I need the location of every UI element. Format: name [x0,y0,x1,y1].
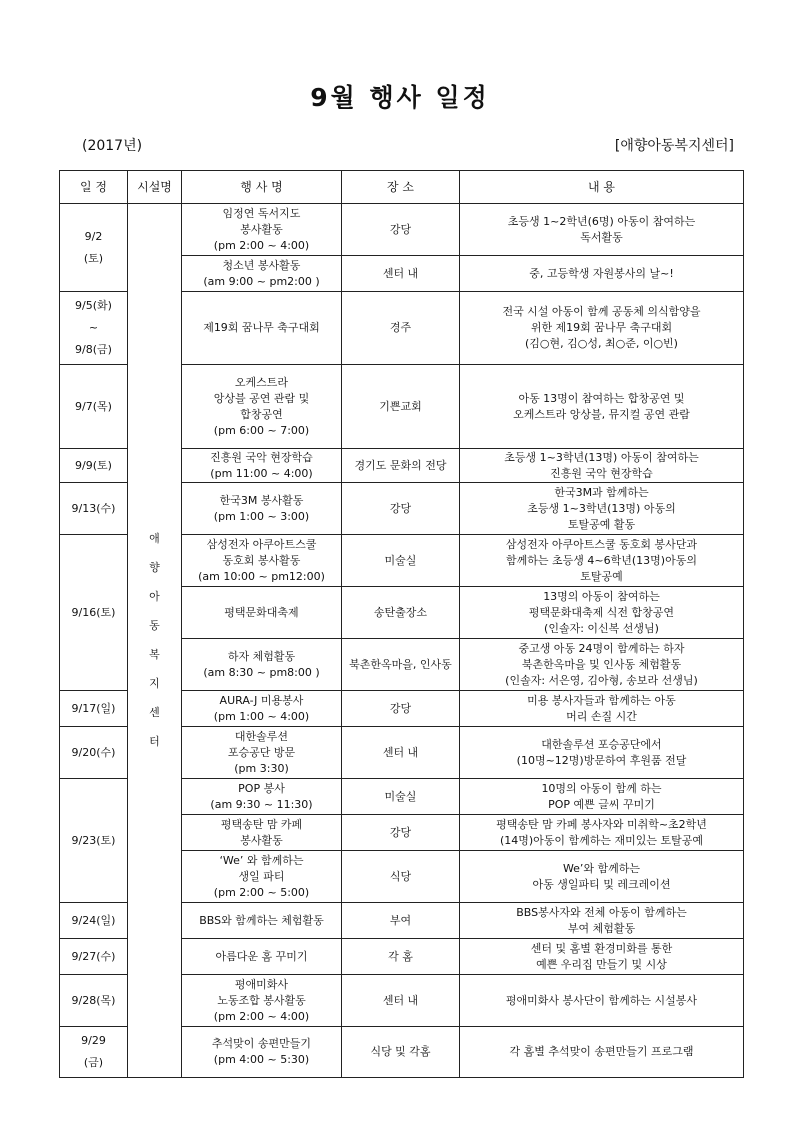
date-cell [60,779,128,903]
event-name-text: BBS와 함께하는 체험활동 [199,913,324,927]
facility-char: 센 [149,706,160,719]
content-cell [460,779,744,815]
date-cell [60,1027,128,1078]
date-text: (토) [83,251,104,265]
content-cell [460,727,744,779]
event-name-text: 평택문화대축제 [224,605,299,619]
event-name-cell [182,939,342,975]
content-text: 한국3M과 함께하는 [554,485,649,499]
event-name-cell [182,779,342,815]
place-cell: 강당 [342,483,460,535]
event-name-cell [182,483,342,535]
content-text: 부여 체험활동 [567,921,636,935]
content-cell [460,535,744,587]
content-cell [460,815,744,851]
content-text: 대한솔루션 포승공단에서 [541,737,662,751]
event-name-text: 오케스트라 [234,375,289,389]
event-name-text: (pm 2:00 ~ 5:00) [213,885,310,899]
date-text: 9/17(일) [71,701,116,715]
event-name-cell [182,903,342,939]
event-name-cell [182,587,342,639]
column-header-facility: 시설명 [128,171,182,204]
column-header-event-name: 행 사 명 [182,171,342,204]
year-label: (2017년) [82,138,143,154]
organization-label: [애향아동복지센터] [614,138,734,154]
event-name-text: 한국3M 봉사활동 [219,493,304,507]
event-name-text: (am 8:30 ~ pm8:00 ) [203,665,320,679]
content-cell [460,939,744,975]
event-name-text: 임정연 독서지도 [222,206,301,220]
content-cell [460,204,744,256]
event-name-text: 진흥원 국악 현장학습 [210,450,313,464]
event-name-text: 봉사활동 [240,222,283,236]
schedule-body [60,204,744,1078]
place-cell: 경기도 문화의 전당 [342,449,460,483]
place-cell: 강당 [342,204,460,256]
place-cell: 식당 및 각홈 [342,1027,460,1078]
event-name-text: (pm 2:00 ~ 4:00) [213,1009,310,1023]
event-name-text: AURA-J 미용봉사 [219,693,304,707]
content-text: 아동 13명이 참여하는 합창공연 및 [518,391,685,405]
content-text: 중, 고등학생 자원봉사의 날~! [529,266,674,280]
content-cell [460,292,744,365]
event-name-text: 청소년 봉사활동 [222,258,301,272]
content-text: 초등생 1~2학년(6명) 아동이 참여하는 [507,214,696,228]
facility-cell [128,204,182,1078]
place-cell: 경주 [342,292,460,365]
place-cell: 미술실 [342,779,460,815]
facility-char: 향 [149,561,160,574]
event-name-text: 평애미화사 [234,977,289,991]
date-cell [60,903,128,939]
content-text: 각 홈별 추석맞이 송편만들기 프로그램 [509,1045,694,1058]
date-text: 9/23(토) [71,833,116,847]
event-name-cell [182,727,342,779]
content-text: (인솔자: 서은영, 김아형, 송보라 선생님) [505,673,698,687]
event-name-text: (am 9:00 ~ pm2:00 ) [203,274,320,288]
content-text: (인솔자: 이신복 선생님) [544,621,659,635]
content-text: 함께하는 초등생 4~6학년(13명)아동의 [506,553,697,567]
content-text: BBS봉사자와 전체 아동이 함께하는 [516,905,687,919]
event-name-text: 생일 파티 [238,869,285,883]
facility-char: 터 [149,735,160,748]
event-name-text: 포승공단 방문 [227,745,296,759]
facility-char: 동 [149,619,160,632]
event-name-cell [182,292,342,365]
event-name-text: 노동조합 봉사활동 [217,993,306,1007]
place-cell: 강당 [342,815,460,851]
place-cell: 미술실 [342,535,460,587]
event-name-cell [182,691,342,727]
column-header-place: 장 소 [342,171,460,204]
date-text: 9/28(목) [71,993,116,1007]
date-text: 9/20(수) [71,745,116,759]
date-text: ~ [88,321,99,334]
content-text: We’와 함께하는 [562,861,641,875]
event-name-text: (pm 3:30) [234,761,289,775]
date-cell [60,292,128,365]
content-text: 위한 제19회 꿈나무 축구대회 [530,321,673,334]
facility-char: 복 [149,648,160,661]
facility-char: 지 [149,677,160,690]
place-cell: 센터 내 [342,727,460,779]
event-name-cell [182,639,342,691]
event-name-text: (pm 6:00 ~ 7:00) [213,423,310,437]
place-cell: 강당 [342,691,460,727]
date-cell [60,939,128,975]
content-cell [460,975,744,1027]
date-text: 9/8(금) [75,343,112,356]
date-text: (금) [83,1056,104,1069]
content-text: (14명)아동이 함께하는 재미있는 토탈공예 [499,833,704,847]
event-name-cell [182,815,342,851]
event-name-cell [182,365,342,449]
content-text: 중고생 아동 24명이 함께하는 하자 [518,641,685,655]
content-text: 오케스트라 앙상블, 뮤지컬 공연 관람 [513,407,690,421]
event-schedule-table [59,170,744,1078]
content-text: 초등생 1~3학년(13명) 아동이 참여하는 [504,450,699,464]
event-name-text: 합창공연 [240,407,283,421]
content-text: 머리 손질 시간 [566,709,637,723]
place-cell: 센터 내 [342,975,460,1027]
content-text: 초등생 1~3학년(13명) 아동의 [527,501,676,515]
date-cell [60,365,128,449]
content-cell [460,851,744,903]
event-name-text: 평택송탄 맘 카페 [220,817,303,831]
content-text: 삼성전자 아쿠아트스쿨 동호회 봉사단과 [505,537,698,551]
event-name-cell [182,851,342,903]
content-text: (김○현, 김○성, 최○준, 이○빈) [525,337,678,350]
event-name-text: (pm 1:00 ~ 3:00) [213,509,310,523]
content-cell [460,483,744,535]
content-cell [460,587,744,639]
facility-char: 아 [149,590,160,603]
event-name-text: 앙상블 공연 관람 및 [213,391,310,405]
event-name-text: ‘We’ 와 함께하는 [219,853,304,867]
content-cell [460,365,744,449]
content-cell [460,903,744,939]
date-cell [60,535,128,691]
event-name-text: 아름다운 홈 꾸미기 [215,949,308,963]
date-cell [60,727,128,779]
date-text: 9/2 [84,229,103,243]
date-cell [60,204,128,292]
content-text: 전국 시설 아동이 함께 공동체 의식함양을 [502,305,701,318]
event-name-text: 삼성전자 아쿠아트스쿨 [206,537,317,551]
date-text: 9/13(수) [71,501,116,515]
content-text: 센터 및 홈별 환경미화를 통한 [530,941,673,955]
date-text: 9/16(토) [71,605,116,619]
date-cell [60,483,128,535]
place-cell: 센터 내 [342,256,460,292]
date-text: 9/24(일) [71,913,116,927]
place-cell: 식당 [342,851,460,903]
date-text: 9/27(수) [71,949,116,963]
content-text: 10명의 아동이 함께 하는 [541,781,662,795]
content-cell [460,639,744,691]
date-cell [60,449,128,483]
event-name-cell [182,449,342,483]
content-cell [460,1027,744,1078]
content-text: 평택송탄 맘 카페 봉사자와 미취학~초2학년 [496,817,707,831]
column-header-date: 일 정 [60,171,128,204]
event-name-text: 추석맞이 송편만들기 [211,1037,312,1050]
date-text: 9/7(목) [75,399,112,413]
content-text: 예쁜 우리집 만들기 및 시상 [536,957,667,971]
event-name-text: (pm 2:00 ~ 4:00) [213,238,310,252]
event-name-text: (am 10:00 ~ pm12:00) [198,569,325,583]
event-name-text: (pm 4:00 ~ 5:30) [213,1053,310,1066]
content-text: 13명의 아동이 참여하는 [543,589,660,603]
event-name-cell [182,1027,342,1078]
content-text: 평애미화사 봉사단이 함께하는 시설봉사 [505,993,698,1007]
event-name-text: 대한솔루션 [234,729,289,743]
header-row [60,171,744,204]
content-text: 아동 생일파티 및 레크레이션 [532,877,671,891]
date-cell [60,975,128,1027]
event-name-text: 제19회 꿈나무 축구대회 [203,321,320,334]
event-name-text: POP 봉사 [238,781,285,795]
event-name-cell [182,256,342,292]
event-name-cell [182,204,342,256]
content-text: 북촌한옥마을 및 인사동 체험활동 [521,657,682,671]
place-cell: 부여 [342,903,460,939]
date-text: 9/9(토) [75,458,112,472]
date-cell [60,691,128,727]
page-title: 9월 행사 일정 [310,83,490,112]
event-name-cell [182,975,342,1027]
event-name-text: 봉사활동 [240,833,283,847]
content-text: 평택문화대축제 식전 합창공연 [528,605,675,619]
place-cell: 기쁜교회 [342,365,460,449]
place-cell: 북촌한옥마을, 인사동 [342,639,460,691]
content-cell [460,691,744,727]
event-name-text: 하자 체험활동 [227,649,296,663]
content-cell [460,449,744,483]
event-name-text: (pm 1:00 ~ 4:00) [213,709,310,723]
date-text: 9/5(화) [75,299,112,312]
place-cell: 송탄출장소 [342,587,460,639]
event-name-cell [182,535,342,587]
content-text: 토탈공예 [580,569,623,583]
event-name-text: (am 9:30 ~ 11:30) [210,797,313,811]
content-text: POP 예쁜 글씨 꾸미기 [548,797,655,811]
content-text: 독서활동 [580,230,623,244]
content-text: 미용 봉사자들과 함께하는 아동 [527,693,676,707]
content-text: (10명~12명)방문하여 후원품 전달 [516,753,687,767]
column-header-content: 내 용 [460,171,744,204]
event-name-text: (pm 11:00 ~ 4:00) [210,466,313,480]
content-cell [460,256,744,292]
facility-char: 애 [149,532,160,545]
table-row [60,204,744,256]
event-name-text: 동호회 봉사활동 [222,553,301,567]
content-text: 토탈공예 활동 [567,517,636,531]
content-text: 진흥원 국악 현장학습 [550,466,653,480]
place-cell: 각 홈 [342,939,460,975]
date-text: 9/29 [81,1034,106,1047]
